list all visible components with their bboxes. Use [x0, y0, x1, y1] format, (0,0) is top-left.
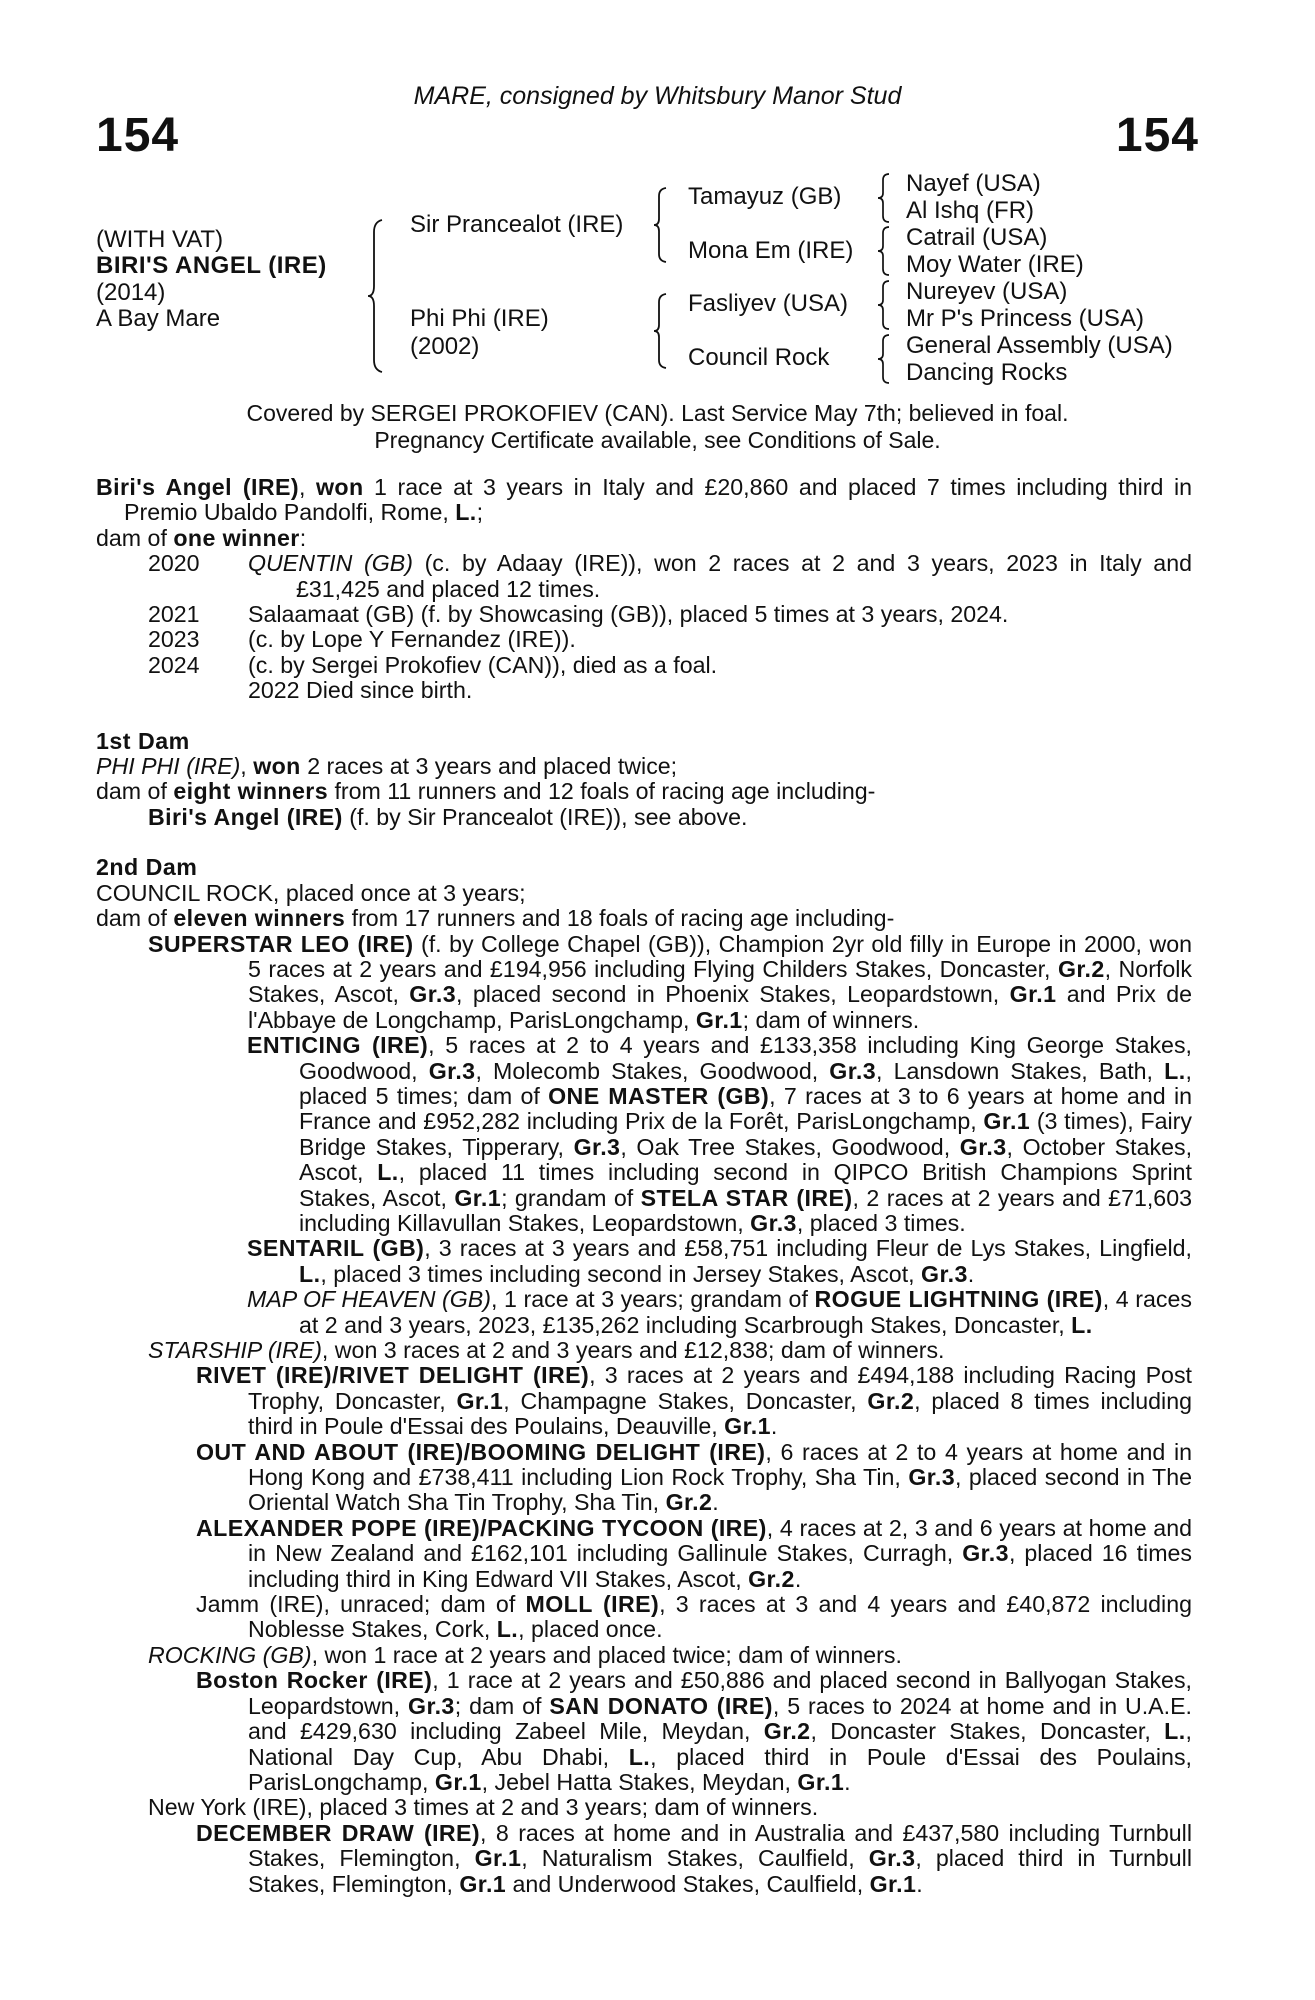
entry-text: , 5 races to 2024 at home and in U.A.E. and £429,630 including Zabeel Mile, Meydan, — [248, 1692, 1192, 1745]
dam-year: (2002) — [410, 333, 480, 360]
subject-name-text: BIRI'S ANGEL (IRE) — [96, 252, 327, 279]
ddd: Dancing Rocks — [906, 359, 1068, 386]
lot-number-right: 154 — [1115, 109, 1199, 162]
new-york-entry: New York (IRE), placed 3 times at 2 and 3 years; dam of winners. — [148, 1794, 819, 1821]
produce-row — [96, 602, 1192, 627]
entry-text: , placed 5 times; dam of — [299, 1057, 1192, 1109]
enticing-entry — [96, 1033, 1192, 1236]
entry-text: ; grandam of — [501, 1184, 641, 1211]
grade-mark: L. — [377, 1159, 399, 1186]
grade-mark: Gr.1 — [454, 1184, 502, 1211]
subject-race-record: Biri's Angel (IRE), won 1 race at 3 years in Italy and £20,860 and placed 7 times including third in Premio Ubaldo Pandolfi, Rome, L.; — [96, 474, 1192, 526]
covering-note — [0, 400, 1315, 454]
sep: , — [240, 753, 254, 780]
entry-text: , placed second in Phoenix Stakes, Leopardstown, — [456, 981, 1010, 1008]
horse-name: SENTARIL (GB) — [247, 1235, 425, 1262]
entry-text: , October Stakes, Ascot, — [299, 1133, 1193, 1186]
grade-mark: Gr.3 — [921, 1260, 968, 1287]
won-label: won — [253, 753, 301, 780]
subject-brace — [366, 218, 386, 374]
grade-mark: Gr.3 — [750, 1209, 797, 1236]
dam-of-text: dam of — [96, 524, 174, 551]
produce-row — [96, 627, 1192, 652]
subject-vat: (WITH VAT) — [96, 226, 224, 253]
horse-name: ONE MASTER (GB) — [548, 1082, 770, 1109]
entry-text: . — [967, 1260, 975, 1287]
ssd: Al Ishq (FR) — [906, 197, 1035, 224]
grade-mark: Gr.2 — [1057, 955, 1105, 982]
produce-year: 2023 — [148, 626, 200, 653]
runners-text: from 17 runners and 18 foals of racing age including- — [345, 905, 895, 932]
won-label: won — [315, 474, 364, 500]
entry-text: and Prix de l'Abbaye de Longchamp, ParisLongchamp, — [248, 981, 1192, 1033]
grade-mark: Gr.1 — [695, 1006, 743, 1033]
produce-year — [96, 678, 248, 703]
entry-text: , won 1 race at 2 years and placed twice; dam of winners. — [311, 1641, 902, 1668]
entry-text: (f. by College Chapel (GB)), Champion 2yr old filly in Europe in 2000, won 5 races at 2 years and £194,956 including Flying Childers Stakes, Doncaster, — [248, 930, 1192, 982]
entry-text: , placed once. — [518, 1616, 663, 1643]
horse-name: Boston Rocker (IRE) — [196, 1667, 433, 1694]
entry-text: , 3 races at 3 and 4 years and £40,872 including Noblesse Stakes, Cork, — [248, 1591, 1192, 1643]
entry-text: . — [794, 1565, 802, 1592]
grade-mark: L. — [1164, 1057, 1186, 1084]
entry-text: , Jebel Hatta Stakes, Meydan, — [481, 1768, 798, 1795]
dam-brace — [652, 292, 670, 370]
entry-text: , 1 race at 2 years and £50,886 and placed second in Ballyogan Stakes, Leopardstown, — [248, 1667, 1192, 1719]
dss: Nureyev (USA) — [906, 278, 1068, 305]
entry-text: Jamm (IRE), unraced; dam of — [196, 1591, 526, 1618]
dam-of-line — [96, 526, 1192, 551]
dsd: Mr P's Princess (USA) — [906, 305, 1144, 332]
entry-text: , Champagne Stakes, Doncaster, — [503, 1387, 868, 1414]
grade-mark: Gr.3 — [962, 1540, 1009, 1567]
first-dam-text: 2 races at 3 years and placed twice; — [300, 753, 678, 780]
produce-text: 2022 Died since birth. — [248, 677, 473, 704]
subject-record-end: ; — [476, 499, 484, 526]
grade-mark: Gr.3 — [829, 1057, 876, 1084]
horse-name: STELA STAR (IRE) — [640, 1184, 853, 1211]
produce-row — [96, 653, 1192, 678]
grade-mark: Gr.1 — [983, 1108, 1031, 1135]
entry-text: , 6 races at 2 to 4 years at home and in Hong Kong and £738,411 including Lion Rock Trophy, Sha Tin, — [248, 1438, 1192, 1491]
covering-line-2: Pregnancy Certificate available, see Conditions of Sale. — [374, 427, 941, 453]
rocking-entry — [96, 1643, 1192, 1668]
sire: Sir Prancealot (IRE) — [410, 211, 624, 238]
entry-text: , placed 11 times including second in QIPCO British Champions Sprint Stakes, Ascot, — [299, 1159, 1192, 1211]
grade-mark: Gr.1 — [474, 1845, 522, 1872]
entry-text: , Lansdown Stakes, Bath, — [876, 1057, 1165, 1084]
grade-mark: Gr.3 — [428, 1057, 476, 1084]
entry-text: . — [712, 1489, 719, 1516]
entry-text: , Molecomb Stakes, Goodwood, — [475, 1057, 830, 1084]
entry-text: , 2 races at 2 years and £71,603 including Killavullan Stakes, Leopardstown, — [299, 1184, 1192, 1236]
entry-text: , 3 races at 3 years and £58,751 including Fleur de Lys Stakes, Lingfield, — [424, 1235, 1192, 1262]
first-dam-name: PHI PHI (IRE) — [96, 753, 241, 780]
entry-text: , placed 3 times including second in Jersey Stakes, Ascot, — [320, 1260, 922, 1287]
produce-text: (c. by Lope Y Fernandez (IRE)). — [248, 626, 576, 653]
produce-year: 2021 — [148, 601, 200, 628]
runners-text: from 11 runners and 12 foals of racing age including- — [328, 778, 876, 805]
covering-line-1: Covered by SERGEI PROKOFIEV (CAN). Last Service May 7th; believed in foal. — [246, 400, 1069, 426]
produce-row — [96, 551, 1192, 602]
horse-name: DECEMBER DRAW (IRE) — [196, 1819, 481, 1846]
second-dam-heading: 2nd Dam — [96, 854, 198, 881]
dam-of-text: dam of — [96, 778, 174, 805]
winners-count: eleven winners — [173, 905, 346, 932]
first-dam-heading: 1st Dam — [96, 727, 190, 754]
alexander-pope-entry — [96, 1516, 1192, 1592]
grade-mark: Gr.2 — [748, 1565, 795, 1592]
grade-mark: Gr.3 — [408, 1692, 455, 1719]
subject-record-text: 1 race at 3 years in Italy and £20,860 and placed 7 times including third in Premio Ubaldo Pandolfi, Rome, — [124, 474, 1192, 526]
produce-text: (c. by Sergei Prokofiev (CAN)), died as a foal. — [248, 651, 718, 678]
foal-name: Biri's Angel (IRE) — [148, 803, 343, 830]
entry-text: . — [916, 1870, 923, 1897]
horse-name: ALEXANDER POPE (IRE)/PACKING TYCOON (IRE) — [196, 1514, 767, 1541]
grade-mark: Gr.1 — [869, 1870, 917, 1897]
grade-mark: Gr.2 — [763, 1718, 811, 1745]
subject-record-name: Biri's Angel (IRE) — [96, 474, 299, 500]
horse-name: MAP OF HEAVEN (GB) — [247, 1286, 491, 1313]
dd-brace — [876, 333, 892, 385]
rivet-entry — [96, 1363, 1192, 1439]
sire-dam: Mona Em (IRE) — [688, 237, 854, 264]
entry-text: , won 3 races at 2 and 3 years and £12,838; dam of winners. — [321, 1337, 945, 1363]
map-of-heaven-entry — [96, 1287, 1192, 1338]
entry-text: , 3 races at 2 years and £494,188 including Racing Post Trophy, Doncaster, — [248, 1362, 1192, 1414]
produce-detail: (c. by Adaay (IRE)), won 2 races at 2 and 3 years, 2023 in Italy and £31,425 and placed 12 times. — [296, 550, 1192, 602]
entry-text: , placed third in Poule d'Essai des Poulains, ParisLongchamp, — [248, 1743, 1192, 1795]
entry-text: , Oak Tree Stakes, Goodwood, — [620, 1133, 960, 1160]
grade-mark: L. — [299, 1260, 321, 1287]
first-dam-foal — [96, 805, 1192, 830]
entry-text: (3 times), Fairy Bridge Stakes, Tipperary, — [299, 1108, 1192, 1160]
superstar-leo-entry — [96, 932, 1192, 1034]
horse-name: STARSHIP (IRE) — [148, 1337, 322, 1363]
grade-mark: Gr.1 — [724, 1413, 771, 1440]
produce-name: QUENTIN (GB) — [248, 550, 413, 577]
produce-row — [96, 678, 1192, 703]
entry-text: , placed 8 times including third in Poule d'Essai des Poulains, Deauville, — [248, 1387, 1192, 1440]
dds: General Assembly (USA) — [906, 332, 1173, 359]
grade-mark: Gr.3 — [959, 1133, 1007, 1160]
lot-number-left: 154 — [96, 109, 180, 162]
produce-text: Salaamaat (GB) (f. by Showcasing (GB)), placed 5 times at 3 years, 2024. — [248, 601, 1009, 628]
horse-name: ENTICING (IRE) — [247, 1032, 429, 1059]
grade-mark: Gr.2 — [665, 1489, 713, 1516]
listed-mark: L. — [455, 499, 477, 526]
dam-sire: Fasliyev (USA) — [688, 290, 849, 317]
grade-mark: Gr.3 — [868, 1845, 916, 1872]
entry-text: , 5 races at 2 to 4 years and £133,358 including King George Stakes, Goodwood, — [299, 1032, 1192, 1084]
sd-brace — [876, 225, 892, 277]
entry-text: , Norfolk Stakes, Ascot, — [248, 955, 1192, 1008]
grade-mark: Gr.1 — [459, 1870, 507, 1897]
entry-text: ; dam of — [454, 1692, 550, 1719]
sire-brace — [652, 186, 670, 264]
starship-entry — [96, 1338, 1192, 1363]
entry-text: , National Day Cup, Abu Dhabi, — [248, 1718, 1192, 1770]
first-dam-record — [96, 754, 1192, 779]
horse-name: ROGUE LIGHTNING (IRE) — [814, 1286, 1103, 1313]
horse-name: OUT AND ABOUT (IRE)/BOOMING DELIGHT (IRE) — [196, 1438, 766, 1465]
subject-year: (2014) — [96, 279, 166, 306]
grade-mark: Gr.3 — [573, 1133, 621, 1160]
grade-mark: L. — [496, 1616, 519, 1643]
produce-year: 2020 — [148, 550, 200, 577]
foal-text: (f. by Sir Prancealot (IRE)), see above. — [342, 803, 748, 830]
horse-name: MOLL (IRE) — [525, 1591, 660, 1618]
consignment-line: MARE, consigned by Whitsbury Manor Stud — [413, 82, 902, 110]
jamm-entry — [96, 1592, 1192, 1643]
grade-mark: Gr.2 — [867, 1387, 915, 1414]
ds-brace — [876, 279, 892, 331]
entry-text: . — [770, 1413, 778, 1440]
grade-mark: Gr.1 — [797, 1768, 845, 1795]
entry-text: , Doncaster Stakes, Doncaster, — [810, 1718, 1165, 1745]
entry-text: , placed second in The Oriental Watch Sha Tin Trophy, Sha Tin, — [248, 1464, 1192, 1516]
grade-mark: Gr.3 — [409, 981, 457, 1008]
produce-year: 2024 — [148, 651, 200, 678]
grade-mark: Gr.1 — [456, 1387, 504, 1414]
entry-text: , 4 races at 2, 3 and 6 years at home and in New Zealand and £162,101 including Gallinule Stakes, Curragh, — [248, 1514, 1192, 1567]
boston-rocker-entry — [96, 1668, 1192, 1795]
grade-mark: Gr.3 — [908, 1464, 956, 1491]
entry-text: , 7 races at 3 to 6 years at home and in France and £952,282 including Prix de la Forêt, ParisLongchamp, — [299, 1082, 1192, 1135]
entry-text: . — [844, 1768, 851, 1795]
entry-text: , placed third in Turnbull Stakes, Flemington, — [248, 1845, 1192, 1897]
produce-text — [248, 551, 1192, 602]
horse-name: SAN DONATO (IRE) — [549, 1692, 773, 1719]
produce-record — [96, 475, 1192, 1897]
ss-brace — [876, 172, 892, 224]
horse-name: SUPERSTAR LEO (IRE) — [148, 930, 414, 957]
grade-mark: Gr.1 — [434, 1768, 482, 1795]
entry-text: , Naturalism Stakes, Caulfield, — [521, 1845, 869, 1872]
dam: Phi Phi (IRE) — [410, 305, 549, 332]
entry-text: , 1 race at 3 years; grandam of — [491, 1286, 815, 1313]
entry-text: , 4 races at 2 and 3 years, 2023, £135,262 including Scarbrough Stakes, Doncaster, — [299, 1286, 1192, 1338]
first-dam-produce — [96, 779, 1192, 804]
subject-name — [96, 252, 327, 279]
grade-mark: L. — [1071, 1311, 1093, 1338]
sentaril-entry — [96, 1236, 1192, 1287]
subject-desc: A Bay Mare — [96, 305, 221, 332]
winners-count: one winner — [173, 524, 300, 551]
entry-text: ; dam of winners. — [742, 1006, 920, 1033]
grade-mark: L. — [628, 1743, 651, 1770]
entry-text: , 8 races at home and in Australia and £437,580 including Turnbull Stakes, Flemington, — [248, 1819, 1192, 1872]
entry-text: and Underwood Stakes, Caulfield, — [506, 1870, 870, 1897]
dam-of-text: dam of — [96, 905, 174, 932]
sdd: Moy Water (IRE) — [906, 251, 1084, 278]
second-dam-record: COUNCIL ROCK, placed once at 3 years; — [96, 879, 526, 906]
dam-dam: Council Rock — [688, 344, 830, 371]
horse-name: RIVET (IRE)/RIVET DELIGHT (IRE) — [196, 1362, 590, 1389]
winners-count: eight winners — [173, 778, 328, 805]
dam-of-end: : — [299, 524, 307, 551]
entry-text: , placed 16 times including third in King Edward VII Stakes, Ascot, — [248, 1540, 1192, 1592]
horse-name: ROCKING (GB) — [148, 1641, 312, 1668]
entry-text: , placed 3 times. — [796, 1209, 966, 1236]
grade-mark: Gr.1 — [1009, 981, 1057, 1008]
sds: Catrail (USA) — [906, 224, 1048, 251]
grade-mark: L. — [1164, 1718, 1186, 1745]
second-dam-produce — [96, 906, 1192, 931]
out-and-about-entry — [96, 1440, 1192, 1516]
december-draw-entry — [96, 1821, 1192, 1897]
sss: Nayef (USA) — [906, 170, 1041, 197]
sire-sire: Tamayuz (GB) — [688, 183, 842, 210]
